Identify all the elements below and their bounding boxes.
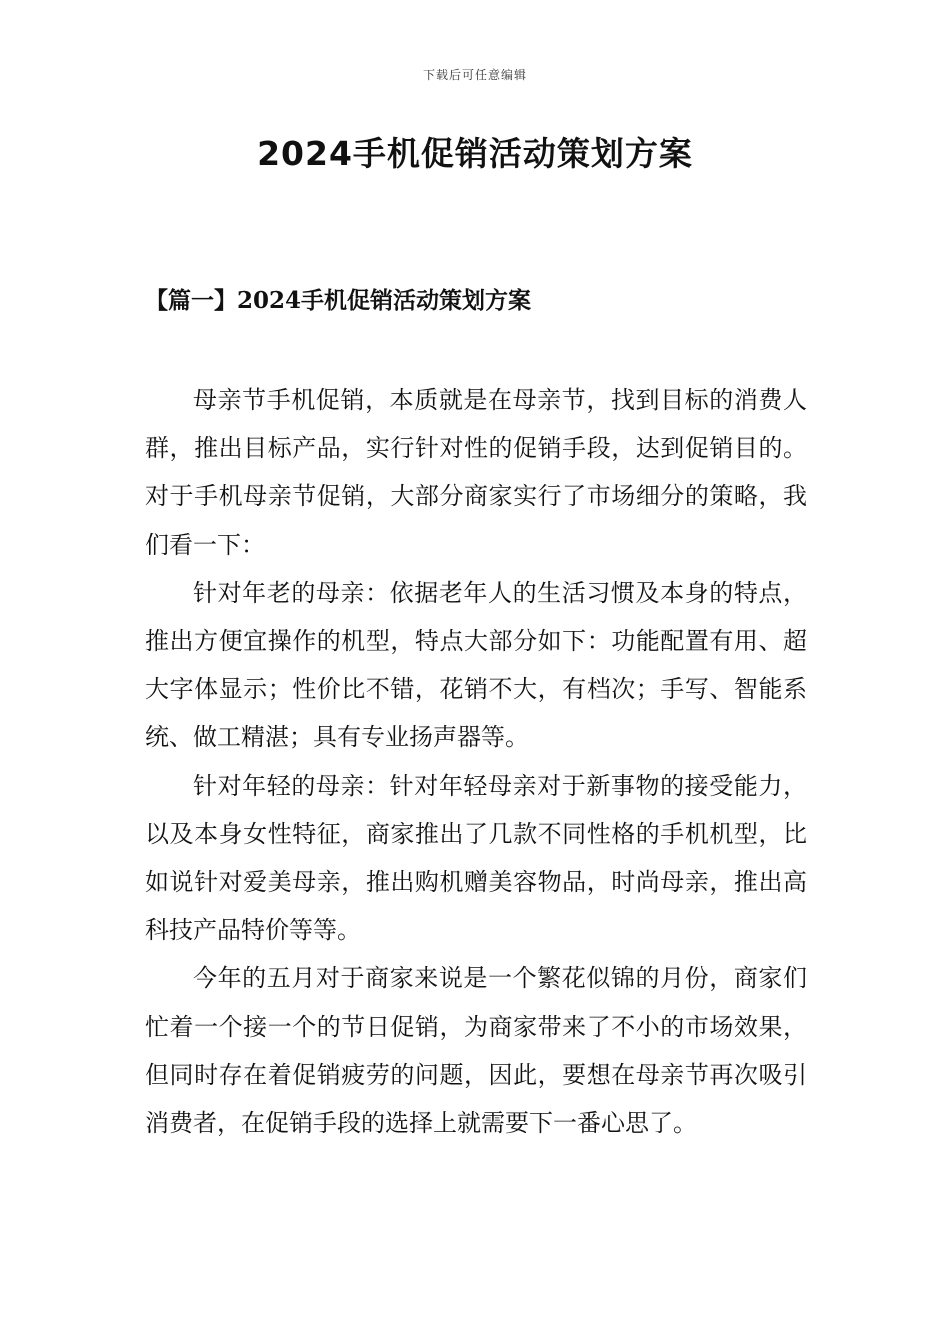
document-body	[145, 376, 807, 1147]
document-title: 2024手机促销活动策划方案	[257, 134, 693, 173]
header-note: 下载后可任意编辑	[422, 68, 527, 82]
paragraph-4: 今年的五月对于商家来说是一个繁花似锦的月份，商家们忙着一个接一个的节日促销，为商家带来了不小的市场效果，但同时存在着促销疲劳的问题，因此，要想在母亲节再次吸引消费者，在促销手段的选择上就需要下一番心思了。	[145, 964, 807, 1138]
paragraph-3: 针对年轻的母亲：针对年轻母亲对于新事物的接受能力，以及本身女性特征，商家推出了几款不同性格的手机机型，比如说针对爱美母亲，推出购机赠美容物品，时尚母亲，推出高科技产品特价等等。	[145, 771, 807, 945]
paragraph-2: 针对年老的母亲：依据老年人的生活习惯及本身的特点，推出方便宜操作的机型，特点大部分如下：功能配置有用、超大字体显示；性价比不错，花销不大，有档次；手写、智能系统、做工精湛；具有专业扬声器等。	[145, 578, 807, 752]
paragraph-1: 母亲节手机促销，本质就是在母亲节，找到目标的消费人群，推出目标产品，实行针对性的促销手段，达到促销目的。对于手机母亲节促销，大部分商家实行了市场细分的策略，我们看一下：	[145, 386, 807, 559]
section-heading: 【篇一】2024手机促销活动策划方案	[145, 287, 532, 314]
